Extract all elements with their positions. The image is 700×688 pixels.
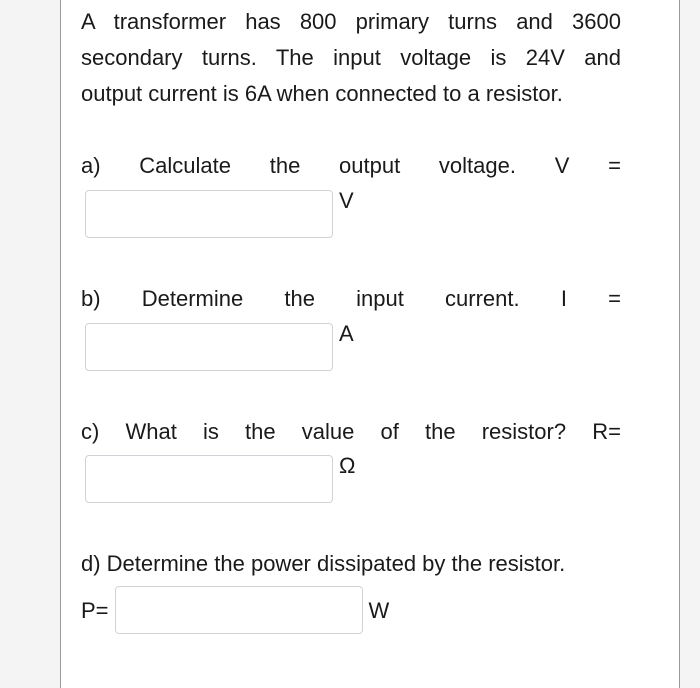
question-c-word: What [125,419,177,444]
answer-row-b [85,323,354,371]
question-b-word: the [284,286,315,311]
question-b-word: b) [81,286,101,311]
question-b [81,284,621,314]
intro-line-2: secondary turns. The input voltage is 24V and [81,45,621,70]
question-a-word: output [339,153,401,178]
question-d [81,549,621,579]
question-c-word: the [424,419,456,444]
answer-row-a [85,190,354,238]
question-c-word: resistor? [481,419,567,444]
question-d-text: d) Determine the power dissipated by the resistor. [81,551,566,576]
question-c-word: c) [81,419,100,444]
question-card [60,0,680,688]
question-c-word: value [301,419,355,444]
answer-row-d [81,586,389,634]
unit-c: Ω [339,453,356,478]
question-a-word: = [608,153,621,178]
intro-line-1: A transformer has 800 primary turns and 3600 [81,9,621,34]
answer-input-b[interactable] [85,323,333,371]
answer-row-c [85,455,355,503]
question-c-word: R= [592,419,621,444]
question-b-word: Determine [141,286,244,311]
power-label: P= [81,598,109,623]
question-a-word: Calculate [139,153,231,178]
question-b-word: input [356,286,404,311]
question-a-word: voltage. [438,153,516,178]
question-a-word: the [269,153,301,178]
unit-b: A [339,321,354,346]
unit-d: W [368,598,390,623]
question-c [81,417,621,447]
question-b-word: current. [445,286,520,311]
question-a [81,151,621,181]
intro-line-3: output current is 6A when connected to a resistor. [81,81,563,106]
question-c-word: of [380,419,399,444]
answer-input-d[interactable] [115,586,363,634]
unit-a: V [339,188,354,213]
question-b-word: = [608,286,621,311]
answer-input-c[interactable] [85,455,333,503]
question-c-word: is [202,419,219,444]
question-b-word: I [560,286,567,311]
question-a-word: a) [81,153,101,178]
question-c-word: the [245,419,276,444]
answer-input-a[interactable] [85,190,333,238]
question-a-word: V [554,153,570,178]
